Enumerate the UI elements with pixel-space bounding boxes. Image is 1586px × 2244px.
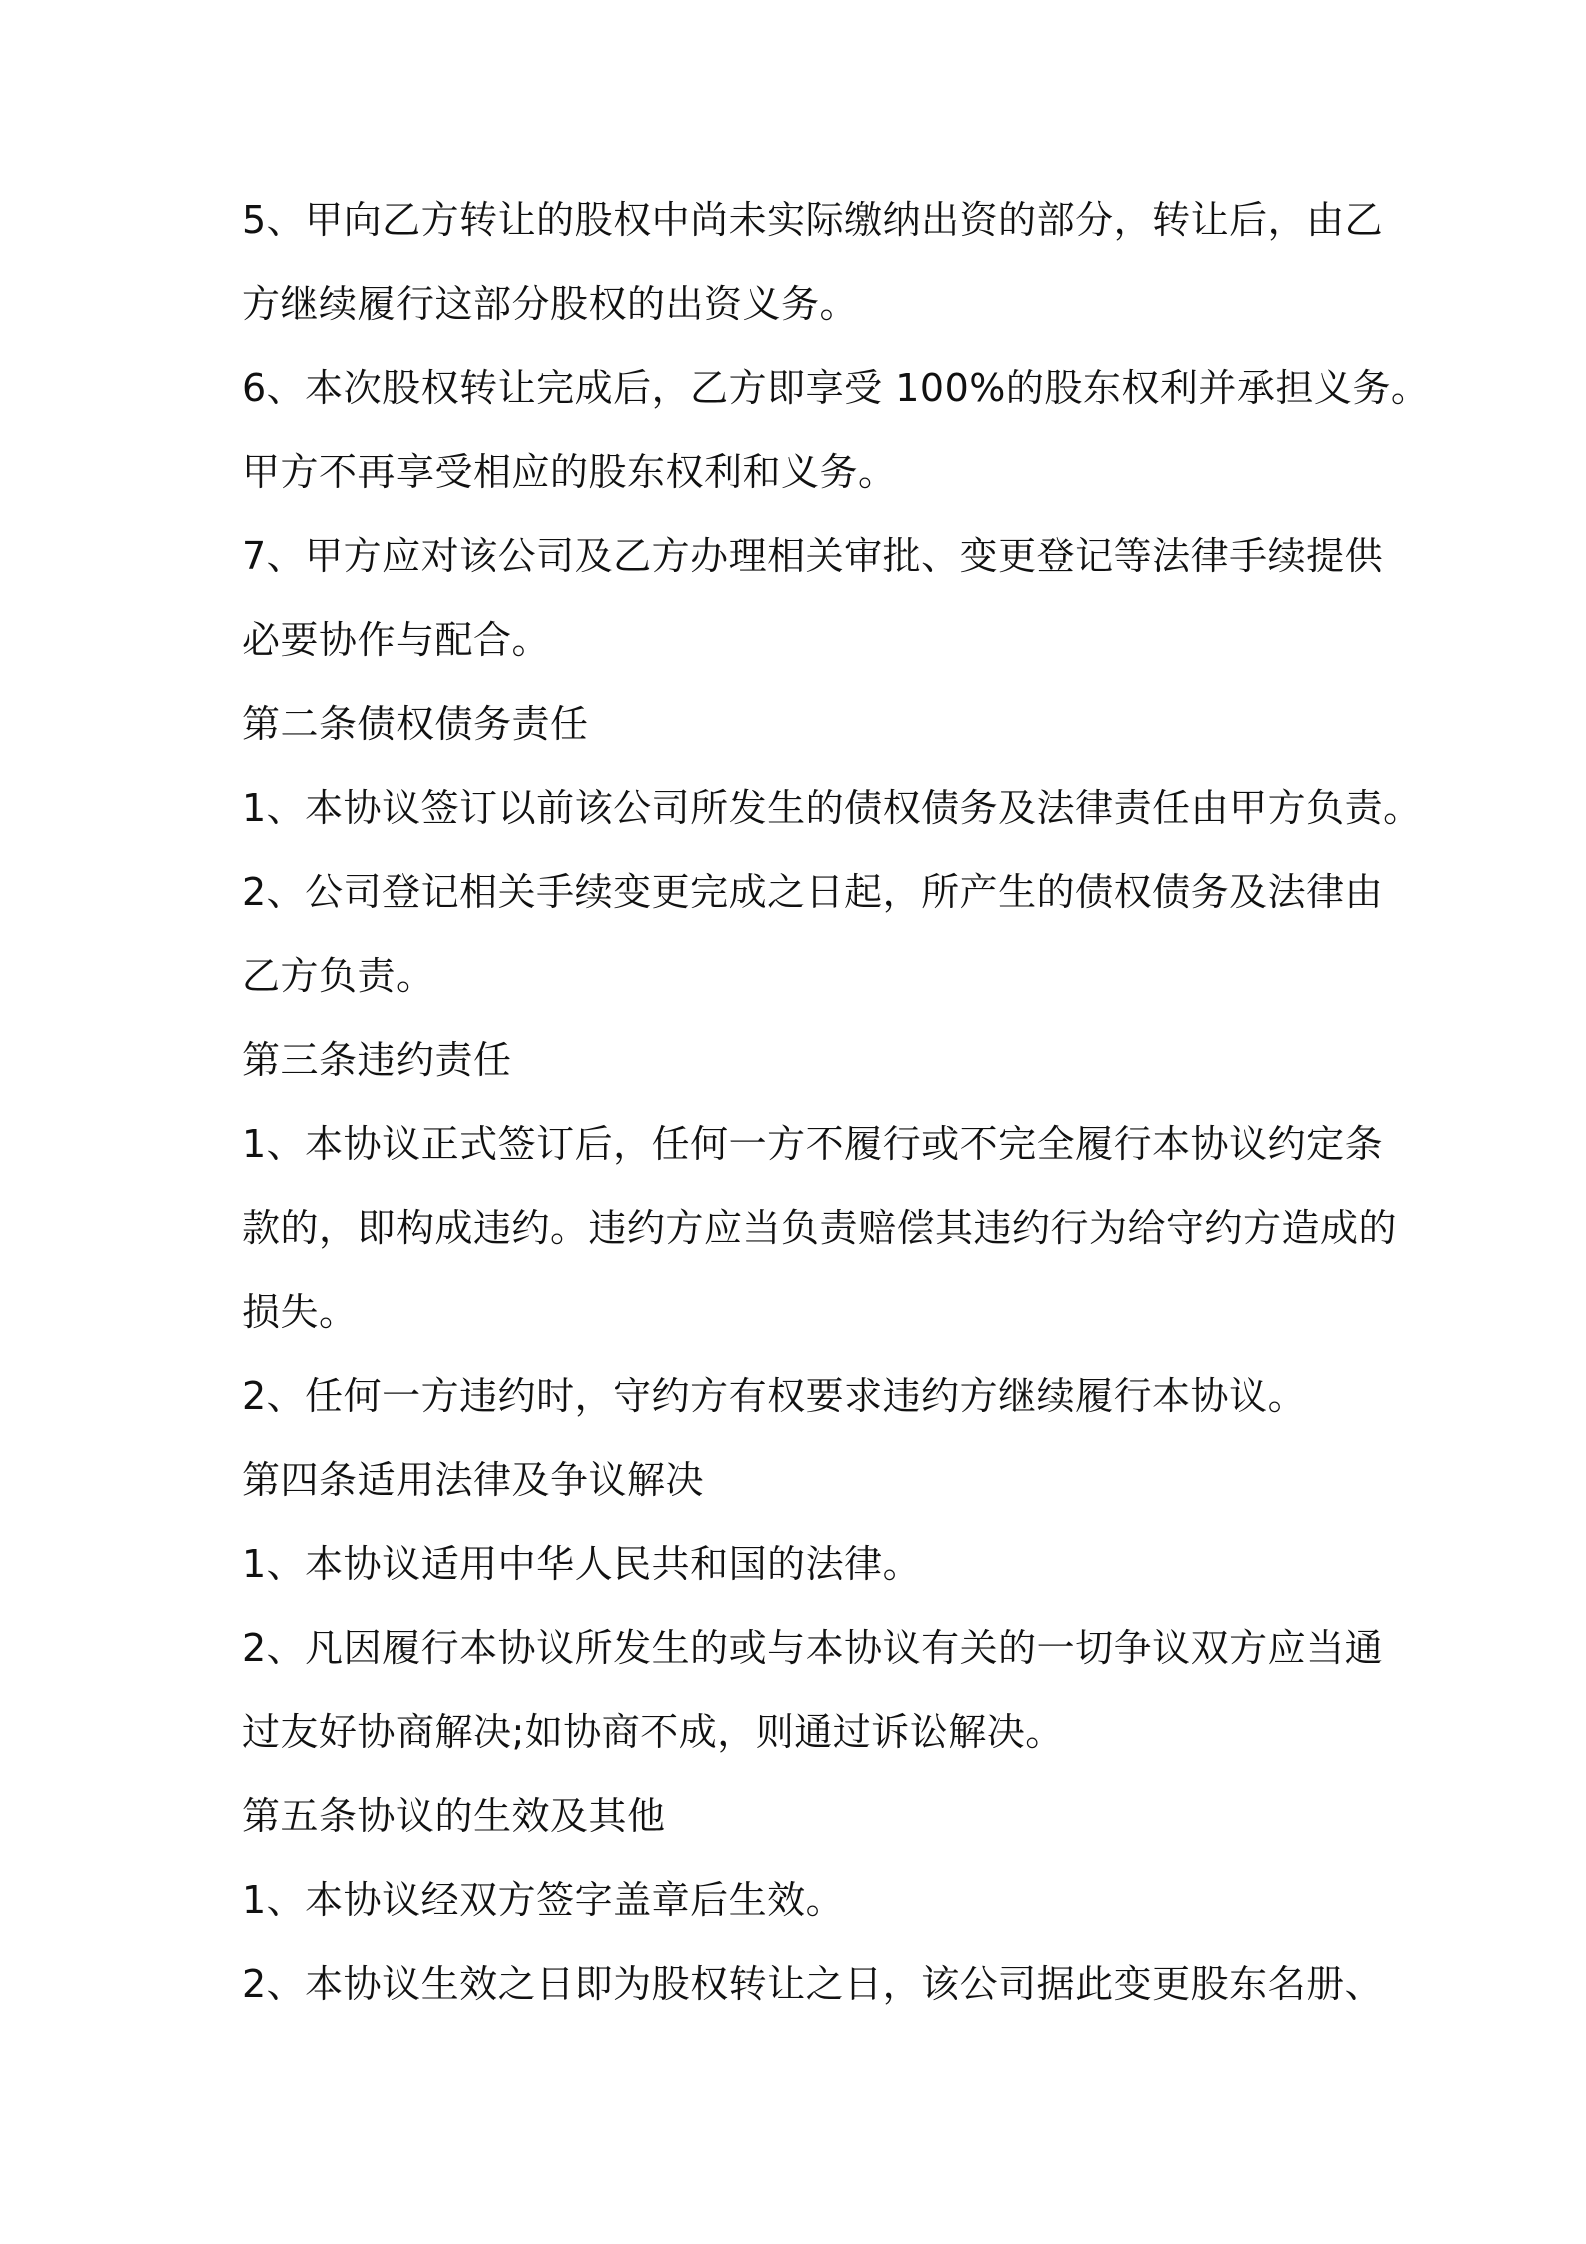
clause-6-line-2: 甲方不再享受相应的股东权利和义务。 bbox=[242, 450, 897, 494]
article-2-item-2-line-1: 2、公司登记相关手续变更完成之日起，所产生的债权债务及法律由 bbox=[242, 870, 1384, 914]
article-2-item-1: 1、本协议签订以前该公司所发生的债权债务及法律责任由甲方负责。 bbox=[242, 786, 1422, 830]
article-3-item-2: 2、任何一方违约时，守约方有权要求违约方继续履行本协议。 bbox=[242, 1374, 1307, 1418]
clause-7-line-1: 7、甲方应对该公司及乙方办理相关审批、变更登记等法律手续提供 bbox=[242, 534, 1384, 578]
clause-7-line-2: 必要协作与配合。 bbox=[242, 618, 551, 662]
article-2-item-2-line-2: 乙方负责。 bbox=[242, 954, 435, 998]
clause-5-line-1: 5、甲向乙方转让的股权中尚未实际缴纳出资的部分，转让后，由乙 bbox=[242, 198, 1384, 242]
article-3-item-1-line-1: 1、本协议正式签订后，任何一方不履行或不完全履行本协议约定条 bbox=[242, 1122, 1384, 1166]
clause-6-line-1: 6、本次股权转让完成后，乙方即享受 100%的股东权利并承担义务。 bbox=[242, 366, 1430, 410]
article-2-heading: 第二条债权债务责任 bbox=[242, 702, 589, 746]
article-5-item-1: 1、本协议经双方签字盖章后生效。 bbox=[242, 1878, 845, 1922]
article-3-heading: 第三条违约责任 bbox=[242, 1038, 512, 1082]
article-5-heading: 第五条协议的生效及其他 bbox=[242, 1794, 666, 1838]
article-4-item-2-line-1: 2、凡因履行本协议所发生的或与本协议有关的一切争议双方应当通 bbox=[242, 1626, 1384, 1670]
article-4-heading: 第四条适用法律及争议解决 bbox=[242, 1458, 705, 1502]
article-4-item-2-line-2: 过友好协商解决;如协商不成，则通过诉讼解决。 bbox=[242, 1710, 1064, 1754]
article-3-item-1-line-2: 款的，即构成违约。违约方应当负责赔偿其违约行为给守约方造成的 bbox=[242, 1206, 1398, 1250]
article-3-item-1-line-3: 损失。 bbox=[242, 1290, 358, 1334]
clause-5-line-2: 方继续履行这部分股权的出资义务。 bbox=[242, 282, 859, 326]
article-5-item-2-line-1: 2、本协议生效之日即为股权转让之日，该公司据此变更股东名册、 bbox=[242, 1962, 1384, 2006]
article-4-item-1: 1、本协议适用中华人民共和国的法律。 bbox=[242, 1542, 922, 1586]
